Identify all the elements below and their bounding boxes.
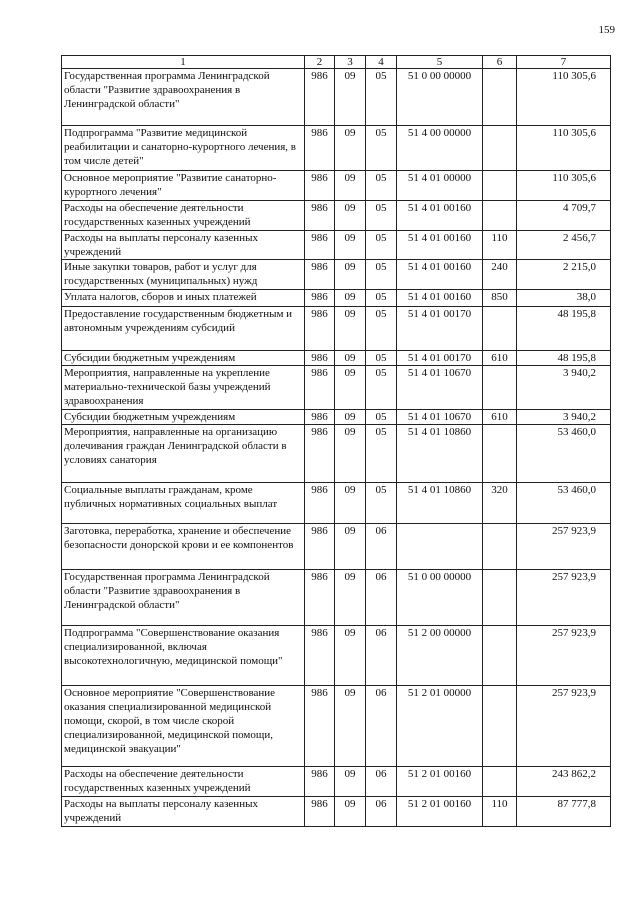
expense-type-cell	[483, 126, 517, 171]
section-cell: 09	[335, 171, 366, 201]
ved-code-cell: 986	[305, 231, 335, 260]
amount-cell: 3 940,2	[517, 410, 611, 425]
row-name-cell: Подпрограмма "Развитие медицинской реабилитации и санаторно-курортного лечения, в том числе детей"	[62, 126, 305, 171]
expense-type-cell	[483, 171, 517, 201]
row-name-cell: Мероприятия, направленные на организацию долечивания граждан Ленинградской области в условиях санатория	[62, 425, 305, 483]
target-article-cell: 51 4 01 00160	[397, 201, 483, 231]
target-article-cell: 51 4 01 00170	[397, 351, 483, 366]
table-row	[62, 410, 611, 425]
table-row	[62, 797, 611, 827]
ved-code-cell: 986	[305, 126, 335, 171]
subsection-cell: 06	[366, 686, 397, 767]
subsection-cell: 05	[366, 366, 397, 410]
expense-type-cell: 610	[483, 410, 517, 425]
section-cell: 09	[335, 767, 366, 797]
ved-code-cell: 986	[305, 201, 335, 231]
expense-type-cell: 110	[483, 797, 517, 827]
subsection-cell: 05	[366, 126, 397, 171]
row-name-cell: Основное мероприятие "Развитие санаторно-курортного лечения"	[62, 171, 305, 201]
amount-cell: 53 460,0	[517, 483, 611, 524]
section-cell: 09	[335, 366, 366, 410]
amount-cell: 2 215,0	[517, 260, 611, 290]
expense-type-cell: 610	[483, 351, 517, 366]
ved-code-cell: 986	[305, 410, 335, 425]
expense-type-cell	[483, 201, 517, 231]
subsection-cell: 06	[366, 797, 397, 827]
row-name-cell: Расходы на обеспечение деятельности государственных казенных учреждений	[62, 767, 305, 797]
ved-code-cell: 986	[305, 570, 335, 626]
row-name-cell: Субсидии бюджетным учреждениям	[62, 351, 305, 366]
expense-type-cell: 240	[483, 260, 517, 290]
amount-cell: 53 460,0	[517, 425, 611, 483]
target-article-cell: 51 2 00 00000	[397, 626, 483, 686]
subsection-cell: 05	[366, 483, 397, 524]
amount-cell: 110 305,6	[517, 126, 611, 171]
expense-type-cell: 110	[483, 231, 517, 260]
column-header: 1	[62, 56, 305, 69]
row-name-cell: Предоставление государственным бюджетным и автономным учреждениям субсидий	[62, 307, 305, 351]
table-row	[62, 231, 611, 260]
section-cell: 09	[335, 570, 366, 626]
row-name-cell: Субсидии бюджетным учреждениям	[62, 410, 305, 425]
header-row	[62, 56, 611, 69]
amount-cell: 48 195,8	[517, 351, 611, 366]
budget-table	[61, 55, 611, 827]
table-row	[62, 171, 611, 201]
subsection-cell: 05	[366, 201, 397, 231]
ved-code-cell: 986	[305, 626, 335, 686]
row-name-cell: Государственная программа Ленинградской области "Развитие здравоохранения в Ленинградской области"	[62, 69, 305, 126]
column-header: 5	[397, 56, 483, 69]
section-cell: 09	[335, 626, 366, 686]
subsection-cell: 05	[366, 69, 397, 126]
row-name-cell: Государственная программа Ленинградской области "Развитие здравоохранения в Ленинградской области"	[62, 570, 305, 626]
row-name-cell: Расходы на обеспечение деятельности государственных казенных учреждений	[62, 201, 305, 231]
column-header: 3	[335, 56, 366, 69]
ved-code-cell: 986	[305, 366, 335, 410]
target-article-cell: 51 4 01 00160	[397, 260, 483, 290]
subsection-cell: 05	[366, 260, 397, 290]
row-name-cell: Расходы на выплаты персоналу казенных учреждений	[62, 797, 305, 827]
table-row	[62, 626, 611, 686]
target-article-cell: 51 0 00 00000	[397, 69, 483, 126]
target-article-cell: 51 4 01 10670	[397, 410, 483, 425]
ved-code-cell: 986	[305, 483, 335, 524]
row-name-cell: Социальные выплаты гражданам, кроме публичных нормативных социальных выплат	[62, 483, 305, 524]
target-article-cell: 51 0 00 00000	[397, 570, 483, 626]
section-cell: 09	[335, 524, 366, 570]
row-name-cell: Подпрограмма "Совершенствование оказания специализированной, включая высокотехнологичную, медицинской помощи"	[62, 626, 305, 686]
section-cell: 09	[335, 410, 366, 425]
section-cell: 09	[335, 290, 366, 307]
ved-code-cell: 986	[305, 767, 335, 797]
table-row	[62, 425, 611, 483]
subsection-cell: 06	[366, 570, 397, 626]
amount-cell: 110 305,6	[517, 171, 611, 201]
target-article-cell: 51 4 01 10670	[397, 366, 483, 410]
amount-cell: 110 305,6	[517, 69, 611, 126]
table-row	[62, 686, 611, 767]
expense-type-cell: 320	[483, 483, 517, 524]
ved-code-cell: 986	[305, 307, 335, 351]
amount-cell: 38,0	[517, 290, 611, 307]
target-article-cell: 51 2 01 00160	[397, 797, 483, 827]
section-cell: 09	[335, 69, 366, 126]
section-cell: 09	[335, 686, 366, 767]
expense-type-cell	[483, 307, 517, 351]
table-row	[62, 201, 611, 231]
subsection-cell: 05	[366, 231, 397, 260]
section-cell: 09	[335, 260, 366, 290]
row-name-cell: Заготовка, переработка, хранение и обеспечение безопасности донорской крови и ее компонентов	[62, 524, 305, 570]
ved-code-cell: 986	[305, 69, 335, 126]
column-header: 6	[483, 56, 517, 69]
expense-type-cell	[483, 366, 517, 410]
target-article-cell: 51 4 01 00000	[397, 171, 483, 201]
table-row	[62, 767, 611, 797]
expense-type-cell	[483, 425, 517, 483]
subsection-cell: 05	[366, 425, 397, 483]
table-row	[62, 483, 611, 524]
amount-cell: 257 923,9	[517, 686, 611, 767]
ved-code-cell: 986	[305, 425, 335, 483]
target-article-cell: 51 4 01 00160	[397, 290, 483, 307]
table-row	[62, 570, 611, 626]
column-header: 2	[305, 56, 335, 69]
ved-code-cell: 986	[305, 797, 335, 827]
expense-type-cell	[483, 570, 517, 626]
expense-type-cell	[483, 626, 517, 686]
subsection-cell: 05	[366, 410, 397, 425]
table-row	[62, 307, 611, 351]
target-article-cell: 51 2 01 00160	[397, 767, 483, 797]
expense-type-cell	[483, 767, 517, 797]
subsection-cell: 05	[366, 171, 397, 201]
amount-cell: 243 862,2	[517, 767, 611, 797]
ved-code-cell: 986	[305, 260, 335, 290]
subsection-cell: 06	[366, 767, 397, 797]
amount-cell: 2 456,7	[517, 231, 611, 260]
target-article-cell: 51 4 01 10860	[397, 425, 483, 483]
expense-type-cell	[483, 69, 517, 126]
subsection-cell: 05	[366, 351, 397, 366]
target-article-cell	[397, 524, 483, 570]
section-cell: 09	[335, 483, 366, 524]
amount-cell: 3 940,2	[517, 366, 611, 410]
amount-cell: 4 709,7	[517, 201, 611, 231]
subsection-cell: 06	[366, 626, 397, 686]
row-name-cell: Уплата налогов, сборов и иных платежей	[62, 290, 305, 307]
section-cell: 09	[335, 201, 366, 231]
target-article-cell: 51 4 00 00000	[397, 126, 483, 171]
ved-code-cell: 986	[305, 290, 335, 307]
amount-cell: 257 923,9	[517, 524, 611, 570]
page-number: 159	[598, 24, 615, 36]
table-row	[62, 351, 611, 366]
subsection-cell: 06	[366, 524, 397, 570]
section-cell: 09	[335, 797, 366, 827]
row-name-cell: Расходы на выплаты персоналу казенных учреждений	[62, 231, 305, 260]
amount-cell: 48 195,8	[517, 307, 611, 351]
section-cell: 09	[335, 351, 366, 366]
section-cell: 09	[335, 307, 366, 351]
table-row	[62, 290, 611, 307]
row-name-cell: Мероприятия, направленные на укрепление материально-технической базы учреждений здравоохранения	[62, 366, 305, 410]
column-header: 7	[517, 56, 611, 69]
ved-code-cell: 986	[305, 351, 335, 366]
target-article-cell: 51 4 01 00160	[397, 231, 483, 260]
expense-type-cell	[483, 686, 517, 767]
row-name-cell: Основное мероприятие "Совершенствование оказания специализированной медицинской помощи, скорой, в том числе скорой специализированной, медицинской помощи, медицинской эвакуации"	[62, 686, 305, 767]
ved-code-cell: 986	[305, 686, 335, 767]
target-article-cell: 51 2 01 00000	[397, 686, 483, 767]
amount-cell: 257 923,9	[517, 570, 611, 626]
ved-code-cell: 986	[305, 171, 335, 201]
expense-type-cell	[483, 524, 517, 570]
ved-code-cell: 986	[305, 524, 335, 570]
column-header: 4	[366, 56, 397, 69]
target-article-cell: 51 4 01 00170	[397, 307, 483, 351]
section-cell: 09	[335, 231, 366, 260]
table-row	[62, 366, 611, 410]
target-article-cell: 51 4 01 10860	[397, 483, 483, 524]
table-row	[62, 260, 611, 290]
subsection-cell: 05	[366, 290, 397, 307]
amount-cell: 87 777,8	[517, 797, 611, 827]
expense-type-cell: 850	[483, 290, 517, 307]
subsection-cell: 05	[366, 307, 397, 351]
section-cell: 09	[335, 425, 366, 483]
table-row	[62, 126, 611, 171]
table-row	[62, 69, 611, 126]
table-row	[62, 524, 611, 570]
amount-cell: 257 923,9	[517, 626, 611, 686]
section-cell: 09	[335, 126, 366, 171]
row-name-cell: Иные закупки товаров, работ и услуг для государственных (муниципальных) нужд	[62, 260, 305, 290]
